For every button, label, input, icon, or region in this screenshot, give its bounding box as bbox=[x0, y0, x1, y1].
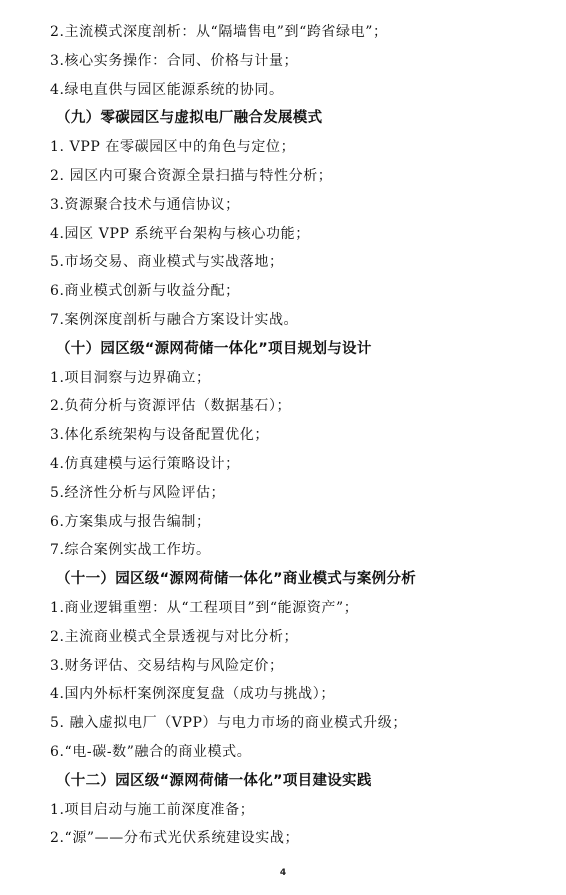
list-item: 3.体化系统架构与设备配置优化； bbox=[50, 427, 269, 444]
list-item: 2.“源”——分布式光伏系统建设实战； bbox=[50, 830, 300, 847]
list-item: 2. 园区内可聚合资源全景扫描与特性分析； bbox=[50, 167, 333, 184]
list-item: 6.“电-碳-数”融合的商业模式。 bbox=[50, 743, 252, 760]
list-item: 3.财务评估、交易结构与风险定价； bbox=[50, 657, 284, 674]
list-item: 5.市场交易、商业模式与实战落地； bbox=[50, 254, 284, 271]
list-item: 2.主流商业模式全景透视与对比分析； bbox=[50, 628, 299, 645]
section-heading: （十二）园区级“源网荷储一体化”项目建设实践 bbox=[56, 772, 372, 789]
list-item: 6.商业模式创新与收益分配； bbox=[50, 283, 240, 300]
list-item: 4.园区 VPP 系统平台架构与核心功能； bbox=[50, 225, 310, 242]
list-item: 7.综合案例实战工作坊。 bbox=[50, 542, 211, 559]
section-heading: （十）园区级“源网荷储一体化”项目规划与设计 bbox=[56, 340, 372, 357]
list-item: 3.资源聚合技术与通信协议； bbox=[50, 196, 240, 213]
section-heading: （十一）园区级“源网荷储一体化”商业模式与案例分析 bbox=[56, 571, 417, 588]
list-item: 3.核心实务操作：合同、价格与计量； bbox=[50, 52, 299, 69]
list-item: 1.商业逻辑重塑：从“工程项目”到“能源资产”； bbox=[50, 599, 359, 616]
list-item: 4.国内外标杆案例深度复盘（成功与挑战）； bbox=[50, 686, 335, 703]
list-item: 2.主流模式深度剖析：从“隔墙售电”到“跨省绿电”； bbox=[50, 24, 388, 40]
list-item: 1.项目启动与施工前深度准备； bbox=[50, 801, 255, 818]
list-item: 1. VPP 在零碳园区中的角色与定位； bbox=[50, 139, 296, 156]
list-item: 2.负荷分析与资源评估（数据基石）； bbox=[50, 398, 292, 415]
page-number: 4 bbox=[279, 868, 287, 878]
document-body bbox=[50, 18, 550, 853]
list-item: 5. 融入虚拟电厂（VPP）与电力市场的商业模式升级； bbox=[50, 715, 407, 732]
list-item: 7.案例深度剖析与融合方案设计实战。 bbox=[50, 311, 299, 328]
list-item: 1.项目洞察与边界确立； bbox=[50, 369, 211, 386]
section-heading: （九）零碳园区与虚拟电厂融合发展模式 bbox=[56, 110, 323, 127]
list-item: 4.仿真建模与运行策略设计； bbox=[50, 455, 240, 472]
list-item: 6.方案集成与报告编制； bbox=[50, 513, 211, 530]
list-item: 4.绿电直供与园区能源系统的协同。 bbox=[50, 81, 284, 98]
list-item: 5.经济性分析与风险评估； bbox=[50, 484, 226, 501]
